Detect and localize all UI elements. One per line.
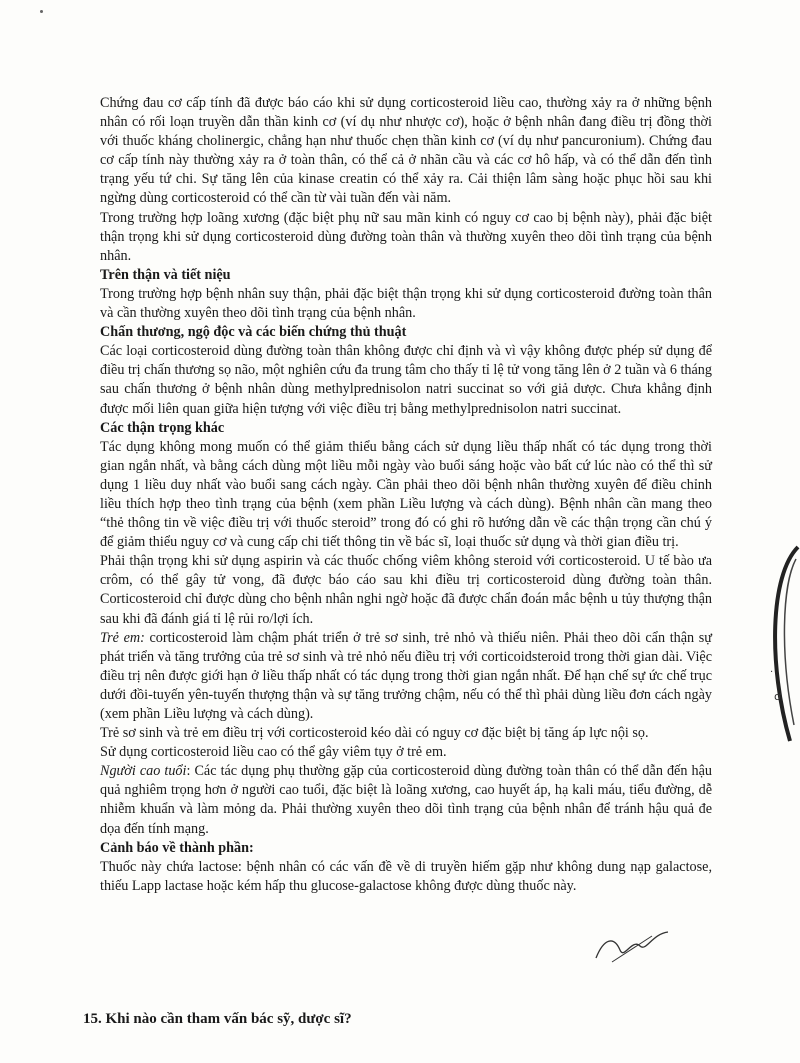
label-elderly: Người cao tuổi	[100, 763, 187, 780]
svg-text:ơ: ơ	[774, 690, 781, 703]
paragraph-aspirin-pheochromocytoma: Phải thận trọng khi sử dụng aspirin và các thuốc chống viêm không steroid với corticosteroid. U tế bào ưa crôm, có thể gây tử vong, đã được báo cáo sau khi điều trị corticosteroid dùng đường toàn thân. Corticosteroid chỉ được dùng cho bệnh nhân nghi ngờ hoặc đã được chẩn đoán mắc bệnh u tủy thượng thận sau khi đã đánh giá tỉ lệ rủi ro/lợi ích.	[100, 553, 712, 627]
paragraph-pancreatitis: Sử dụng corticosteroid liều cao có thể gây viêm tụy ở trẻ em.	[100, 744, 447, 761]
handwritten-mark	[592, 928, 672, 968]
section-15-heading: 15. Khi nào cần tham vấn bác sỹ, dược sĩ?	[83, 1011, 352, 1027]
paragraph-side-effects: Tác dụng không mong muốn có thể giảm thiểu bằng cách sử dụng liều thấp nhất có tác dụng trong thời gian ngắn nhất, và bằng cách dùng một liều mỗi ngày vào buổi sáng hoặc vào bất cứ lúc nào có thể thì sử dụng 1 liều duy nhất vào buổi sang cách ngày. Cần phải theo dõi bệnh nhân thường xuyên để điều chỉnh liều thích hợp theo tình trạng của bệnh (xem phần Liều lượng và cách dùng). Bệnh nhân cần mang theo “thẻ thông tin về việc điều trị với thuốc steroid” trong đó có ghi rõ hướng dẫn về các thận trọng cần chú ý để giảm thiểu nguy cơ và cung cấp chi tiết thông tin về bác sĩ, loại thuốc sử dụng và thời gian điều trị.	[100, 438, 712, 551]
svg-text:·: ·	[770, 667, 774, 678]
paragraph-renal-failure: Trong trường hợp bệnh nhân suy thận, phải đặc biệt thận trọng khi sử dụng corticosteroid đường toàn thân và cần thường xuyên theo dõi tình trạng của bệnh nhân.	[100, 285, 712, 322]
text-elderly: : Các tác dụng phụ thường gặp của corticosteroid dùng đường toàn thân có thể dẫn đến hậu quả nghiêm trọng hơn ở người cao tuổi, đặc biệt là loãng xương, cao huyết áp, hạ kali máu, tiểu đường, dễ nhiễm khuẩn và làm mỏng da. Phải thường xuyên theo dõi tình trạng của bệnh nhân để tránh hậu quả đe dọa đến tính mạng.	[100, 763, 712, 837]
paragraph-lactose: Thuốc này chứa lactose: bệnh nhân có các vấn đề về di truyền hiếm gặp như không dung nạp galactose, thiếu Lapp lactase hoặc kém hấp thu glucose-galactose không được dùng thuốc này.	[100, 858, 712, 894]
stamp-edge-mark	[760, 545, 800, 745]
paragraph-children	[100, 629, 712, 724]
paragraph-head-injury: Các loại corticosteroid dùng đường toàn thân không được chỉ định và vì vậy không được phép sử dụng để điều trị chấn thương sọ não, một nghiên cứu đa trung tâm cho thấy tỉ lệ tử vong tăng lên ở 2 tuần và 6 tháng sau chấn thương ở bệnh nhân dùng methylprednisolon natri succinat so với giả dược. Chưa khẳng định được mối liên quan giữa hiện tượng với việc điều trị bằng methylprednisolon natri succinat.	[100, 343, 712, 417]
heading-kidney-urinary: Trên thận và tiết niệu	[100, 266, 231, 283]
heading-injury-poisoning: Chấn thương, ngộ độc và các biến chứng thủ thuật	[100, 324, 407, 341]
heading-ingredient-warning: Cảnh báo về thành phần:	[100, 839, 254, 856]
paragraph-muscle-pain: Chứng đau cơ cấp tính đã được báo cáo khi sử dụng corticosteroid liều cao, thường xảy ra ở những bệnh nhân có rối loạn truyền dẫn thần kinh cơ (ví dụ như nhược cơ), hoặc ở bệnh nhân đang điều trị đồng thời với thuốc kháng cholinergic, chẳng hạn như thuốc chẹn thần kinh cơ (ví dụ như pancuronium). Chứng đau cơ cấp tính này thường xảy ra ở toàn thân, có thể cả ở nhãn cầu và các cơ hô hấp, và có thể dẫn đến tình trạng yếu tứ chi. Sự tăng lên của kinase creatin có thể xảy ra. Cải thiện lâm sàng hoặc phục hồi sau khi ngừng dùng corticosteroid có thể cần từ vài tuần đến vài năm.	[100, 95, 712, 207]
scan-dot	[40, 10, 43, 13]
paragraph-elderly	[100, 762, 712, 838]
paragraph-osteoporosis: Trong trường hợp loãng xương (đặc biệt phụ nữ sau mãn kinh có nguy cơ cao bị bệnh này), phải đặc biệt thận trọng khi sử dụng corticosteroid dùng đường toàn thân và thường xuyên theo dõi tình trạng của bệnh nhân.	[100, 209, 712, 264]
paragraph-intracranial-pressure: Trẻ sơ sinh và trẻ em điều trị với corticosteroid kéo dài có nguy cơ đặc biệt bị tăng áp lực nội sọ.	[100, 725, 649, 742]
label-children: Trẻ em:	[100, 629, 145, 646]
heading-other-precautions: Các thận trọng khác	[100, 419, 225, 436]
document-body	[100, 94, 712, 896]
text-children: corticosteroid làm chậm phát triển ở trẻ sơ sinh, trẻ nhỏ và thiếu niên. Phải theo dõi cẩn thận sự phát triển và tăng trưởng của trẻ sơ sinh và trẻ nhỏ nếu điều trị với corticoidsteroid trong thời gian dài. Việc điều trị nên được giới hạn ở liều thấp nhất có tác dụng trong thời gian ngắn nhất. Để hạn chế sự ức chế trục dưới đồi-tuyến yên-tuyến thượng thận và sự tăng trưởng chậm, nếu có thể thì phải dùng liều đơn cách ngày (xem phần Liều lượng và cách dùng).	[100, 629, 712, 722]
